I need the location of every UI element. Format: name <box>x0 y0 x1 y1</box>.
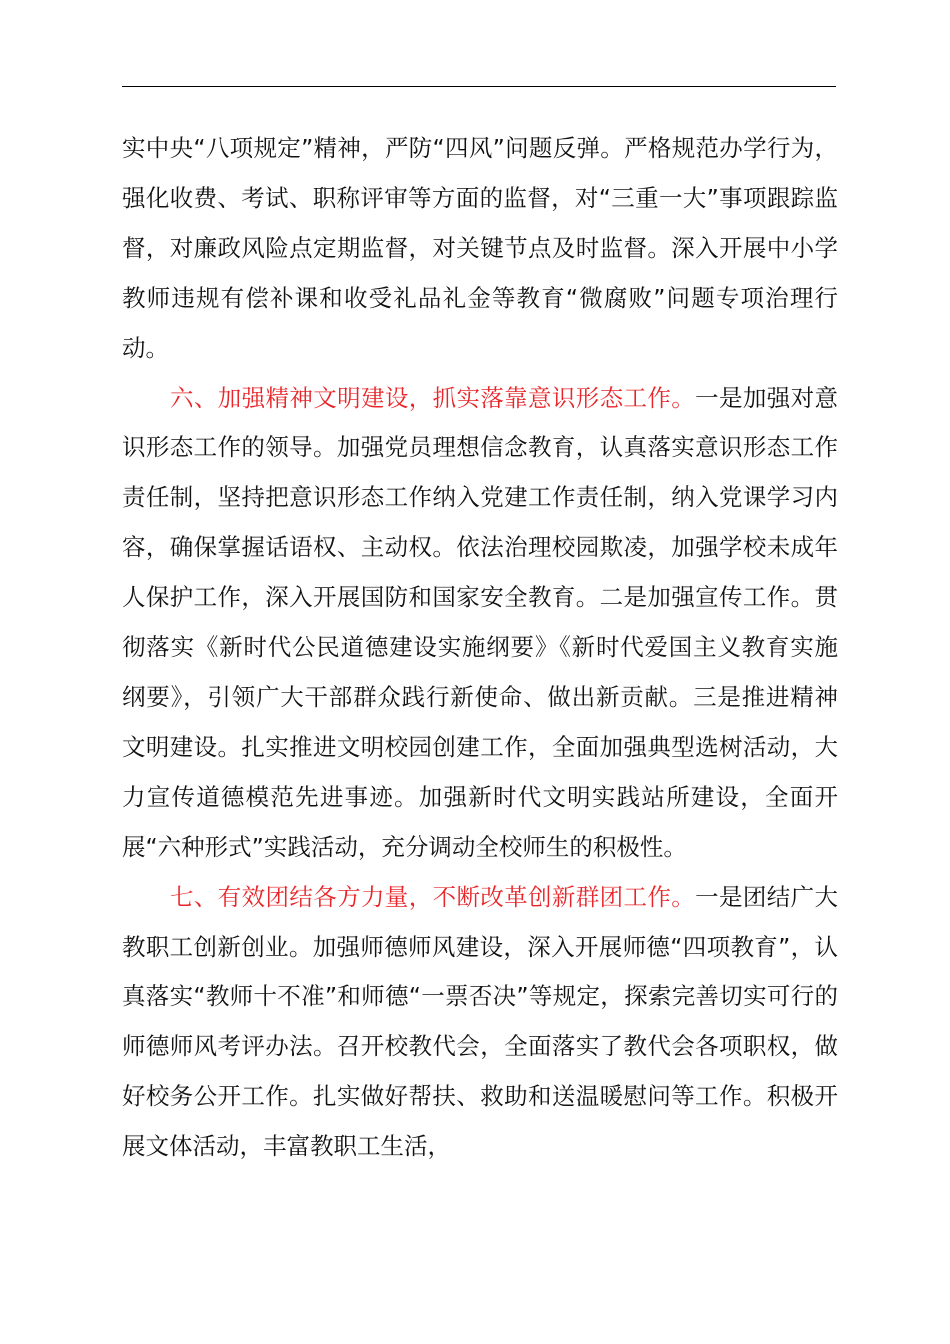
paragraph-section-7 <box>122 873 838 1172</box>
section-6-heading: 六、加强精神文明建设，抓实落靠意识形态工作。 <box>170 383 696 412</box>
section-7-heading: 七、有效团结各方力量，不断改革创新群团工作。 <box>170 882 696 911</box>
paragraph-section-6 <box>122 374 838 873</box>
paragraph-continuation: 实中央“八项规定”精神，严防“四风”问题反弹。严格规范办学行为，强化收费、考试、职称评审等方面的监督，对“三重一大”事项跟踪监督，对廉政风险点定期监督，对关键节点及时监督。深入开展中小学教师违规有偿补课和收受礼品礼金等教育“微腐败”问题专项治理行动。 <box>122 134 838 362</box>
document-body <box>122 124 838 1172</box>
section-7-body: 一是团结广大教职工创新创业。加强师德师风建设，深入开展师德“四项教育”，认真落实“教师十不准”和师德“一票否决”等规定，探索完善切实可行的师德师风考评办法。召开校教代会，全面落实了教代会各项职权，做好校务公开工作。扎实做好帮扶、救助和送温暖慰问等工作。积极开展文体活动，丰富教职工生活， <box>122 882 839 1161</box>
section-6-body: 一是加强对意识形态工作的领导。加强党员理想信念教育，认真落实意识形态工作责任制，坚持把意识形态工作纳入党建工作责任制，纳入党课学习内容，确保掌握话语权、主动权。依法治理校园欺凌，加强学校未成年人保护工作，深入开展国防和国家安全教育。二是加强宣传工作。贯彻落实《新时代公民道德建设实施纲要》《新时代爱国主义教育实施纲要》，引领广大干部群众践行新使命、做出新贡献。三是推进精神文明建设。扎实推进文明校园创建工作，全面加强典型选树活动，大力宣传道德模范先进事迹。加强新时代文明实践站所建设，全面开展“六种形式”实践活动，充分调动全校师生的积极性。 <box>122 383 839 861</box>
header-rule <box>122 86 836 87</box>
